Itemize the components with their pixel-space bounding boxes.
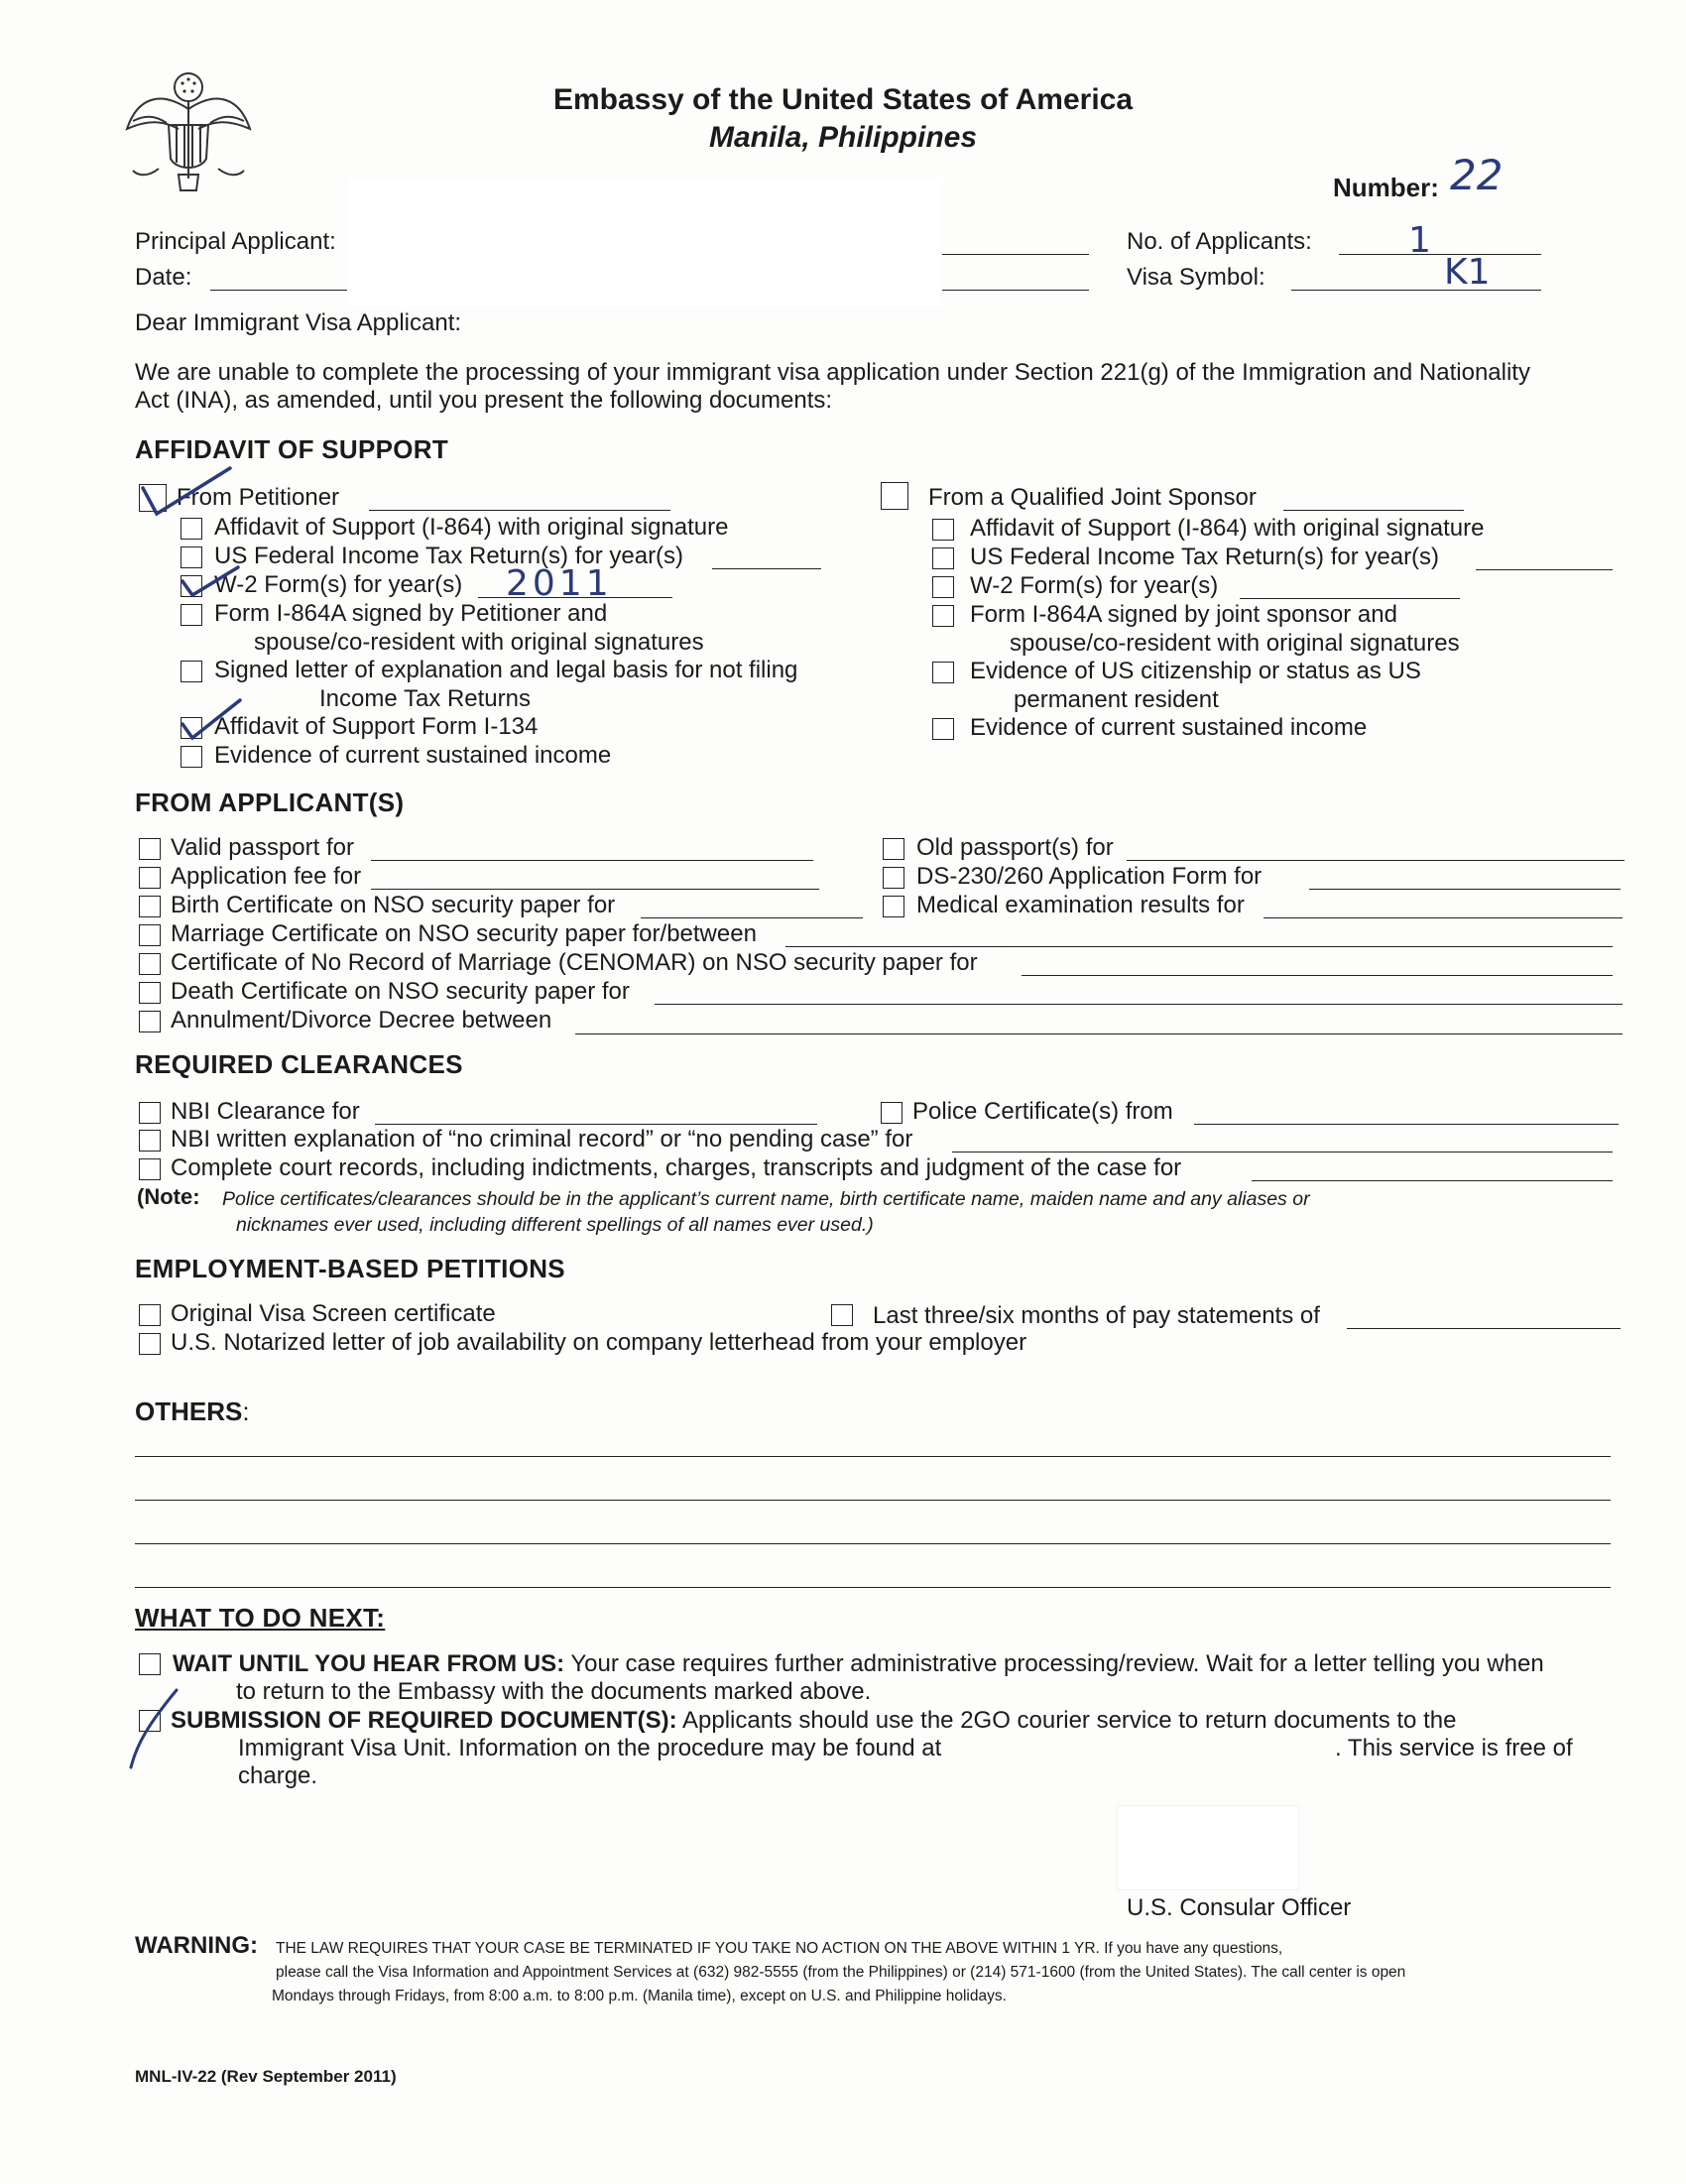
principal-applicant-label: Principal Applicant:	[135, 228, 336, 255]
warning-line-3: Mondays through Fridays, from 8:00 a.m. to 8:00 p.m. (Manila time), except on U.S. and Philippine holidays.	[272, 1988, 1007, 2004]
p-income-label: Evidence of current sustained income	[214, 742, 612, 769]
ds230-line[interactable]	[1309, 889, 1621, 890]
p-i864a-checkbox[interactable]	[181, 604, 202, 626]
s-citizenship-checkbox[interactable]	[932, 662, 954, 683]
ds230-checkbox[interactable]	[883, 867, 904, 889]
num-applicants-line[interactable]	[1339, 254, 1541, 255]
cenomar-line[interactable]	[1022, 975, 1613, 976]
from-joint-sponsor-label: From a Qualified Joint Sponsor	[928, 484, 1257, 511]
date-line-end	[942, 290, 1089, 291]
visa-symbol-line[interactable]	[1291, 290, 1541, 291]
birth-cert-checkbox[interactable]	[139, 896, 161, 917]
note-line-2: nicknames ever used, including different spellings of all names ever used.)	[236, 1214, 874, 1236]
s-w2-line[interactable]	[1240, 598, 1460, 599]
submission-line-2: Immigrant Visa Unit. Information on the procedure may be found at	[238, 1735, 942, 1761]
intro-line-2: Act (INA), as amended, until you present the following documents:	[135, 387, 833, 414]
s-citizenship-label-2: permanent resident	[1014, 686, 1219, 713]
warning-line-2: please call the Visa Information and Appointment Services at (632) 982-5555 (from the Philippines) or (214) 571-1600 (from the United States). The call center is open	[276, 1964, 1406, 1981]
number-label: Number:	[1333, 173, 1439, 202]
num-applicants-label: No. of Applicants:	[1127, 228, 1312, 255]
medical-checkbox[interactable]	[883, 896, 904, 917]
others-line-1[interactable]	[135, 1456, 1611, 1457]
from-petitioner-line[interactable]	[369, 510, 670, 511]
submission-line-1	[171, 1707, 1456, 1736]
i134-checkmark-icon	[177, 694, 246, 744]
p-i134-label: Affidavit of Support Form I-134	[214, 713, 539, 740]
from-joint-sponsor-checkbox[interactable]	[881, 482, 908, 510]
visa-symbol-label: Visa Symbol:	[1127, 264, 1265, 291]
nbi-written-line[interactable]	[952, 1152, 1613, 1153]
marriage-cert-checkbox[interactable]	[139, 924, 161, 946]
employment-heading: EMPLOYMENT-BASED PETITIONS	[135, 1254, 565, 1283]
job-letter-checkbox[interactable]	[139, 1333, 161, 1355]
from-petitioner-label: From Petitioner	[177, 484, 340, 511]
note-line-1: Police certificates/clearances should be in the applicant’s current name, birth certificate name, maiden name and any aliases or	[222, 1188, 1310, 1210]
police-line[interactable]	[1194, 1124, 1619, 1125]
others-line-3[interactable]	[135, 1543, 1611, 1544]
old-passport-label: Old passport(s) for	[916, 834, 1114, 861]
valid-passport-line[interactable]	[371, 860, 813, 861]
num-applicants-handwritten: 1	[1408, 220, 1431, 261]
application-fee-label: Application fee for	[171, 863, 362, 890]
old-passport-line[interactable]	[1127, 860, 1625, 861]
wait-bold: WAIT UNTIL YOU HEAR FROM US:	[173, 1650, 565, 1677]
annulment-line[interactable]	[575, 1033, 1623, 1034]
visa-screen-label: Original Visa Screen certificate	[171, 1300, 496, 1327]
submission-line-3: charge.	[238, 1762, 318, 1789]
annulment-label: Annulment/Divorce Decree between	[171, 1007, 552, 1033]
cenomar-label: Certificate of No Record of Marriage (CENOMAR) on NSO security paper for	[171, 949, 978, 976]
visa-screen-checkbox[interactable]	[139, 1304, 161, 1326]
s-i864-label: Affidavit of Support (I-864) with original signature	[970, 515, 1485, 542]
submission-bold: SUBMISSION OF REQUIRED DOCUMENT(S):	[171, 1707, 677, 1734]
s-w2-label: W-2 Form(s) for year(s)	[970, 572, 1219, 599]
p-letter-checkbox[interactable]	[181, 661, 202, 682]
s-tax-return-checkbox[interactable]	[932, 547, 954, 569]
others-heading: OTHERS	[135, 1396, 243, 1426]
nbi-label: NBI Clearance for	[171, 1098, 360, 1125]
p-letter-label: Signed letter of explanation and legal basis for not filing	[214, 657, 798, 683]
submission-checkmark-icon	[125, 1684, 184, 1773]
wait-line-1	[173, 1650, 1544, 1679]
s-i864-checkbox[interactable]	[932, 519, 954, 541]
police-checkbox[interactable]	[881, 1102, 903, 1124]
annulment-checkbox[interactable]	[139, 1011, 161, 1032]
p-i864a-label: Form I-864A signed by Petitioner and	[214, 600, 608, 627]
w2-year-handwritten: 2011	[506, 563, 613, 604]
s-tax-return-label: US Federal Income Tax Return(s) for year(s)	[970, 544, 1440, 570]
submission-text: Applicants should use the 2GO courier service to return documents to the	[676, 1707, 1457, 1734]
s-income-label: Evidence of current sustained income	[970, 714, 1368, 741]
court-records-label: Complete court records, including indictments, charges, transcripts and judgment of the case for	[171, 1154, 1182, 1181]
others-heading-wrap	[135, 1396, 250, 1427]
w2-checkmark-icon	[177, 561, 246, 601]
marriage-cert-line[interactable]	[785, 946, 1613, 947]
others-line-2[interactable]	[135, 1500, 1611, 1501]
s-i864a-checkbox[interactable]	[932, 605, 954, 627]
embassy-title: Embassy of the United States of America	[552, 83, 1134, 116]
p-income-checkbox[interactable]	[181, 746, 202, 768]
s-tax-return-line[interactable]	[1476, 569, 1613, 570]
pay-statements-label: Last three/six months of pay statements of	[873, 1302, 1320, 1329]
s-i864a-label-2: spouse/co-resident with original signatures	[1010, 630, 1460, 657]
date-label: Date:	[135, 264, 192, 291]
valid-passport-label: Valid passport for	[171, 834, 354, 861]
others-line-4[interactable]	[135, 1587, 1611, 1588]
nbi-written-label: NBI written explanation of “no criminal record” or “no pending case” for	[171, 1126, 913, 1153]
valid-passport-checkbox[interactable]	[139, 838, 161, 860]
job-letter-label: U.S. Notarized letter of job availability on company letterhead from your employer	[171, 1329, 1027, 1356]
court-records-line[interactable]	[1252, 1180, 1613, 1181]
embassy-subtitle: Manila, Philippines	[708, 121, 978, 154]
ds230-label: DS-230/260 Application Form for	[916, 863, 1263, 890]
warning-line-1: THE LAW REQUIRES THAT YOUR CASE BE TERMINATED IF YOU TAKE NO ACTION ON THE ABOVE WITHIN 1 YR. If you have any questions,	[276, 1940, 1283, 1957]
s-citizenship-label: Evidence of US citizenship or status as US	[970, 658, 1421, 684]
wait-checkbox[interactable]	[139, 1653, 161, 1675]
death-cert-line[interactable]	[655, 1004, 1623, 1005]
redacted-signature	[1117, 1805, 1299, 1890]
submission-line-2b: . This service is free of	[1335, 1735, 1573, 1761]
others-colon: :	[242, 1396, 250, 1426]
court-records-checkbox[interactable]	[139, 1158, 161, 1180]
s-income-checkbox[interactable]	[932, 718, 954, 740]
principal-applicant-line[interactable]	[942, 254, 1089, 255]
p-i864a-label-2: spouse/co-resident with original signatures	[254, 629, 704, 656]
medical-label: Medical examination results for	[916, 892, 1245, 918]
death-cert-checkbox[interactable]	[139, 982, 161, 1004]
p-i864-label: Affidavit of Support (I-864) with original signature	[214, 514, 729, 541]
visa-symbol-handwritten: K1	[1444, 252, 1491, 293]
from-petitioner-checkmark-icon	[135, 458, 244, 528]
date-line[interactable]	[210, 290, 349, 291]
p-tax-return-line[interactable]	[712, 568, 821, 569]
old-passport-checkbox[interactable]	[883, 838, 904, 860]
consular-officer-label: U.S. Consular Officer	[1127, 1894, 1352, 1921]
cenomar-checkbox[interactable]	[139, 953, 161, 975]
number-handwritten: 22	[1450, 151, 1504, 199]
intro-line-1: We are unable to complete the processing of your immigrant visa application under Section 221(g) of the Immigration and Nationality	[135, 359, 1530, 386]
p-w2-label: W-2 Form(s) for year(s)	[214, 571, 463, 598]
from-joint-sponsor-line[interactable]	[1283, 510, 1464, 511]
next-heading: WHAT TO DO NEXT:	[135, 1603, 386, 1633]
applicants-heading: FROM APPLICANT(S)	[135, 788, 405, 817]
wait-line-2: to return to the Embassy with the documents marked above.	[236, 1678, 872, 1705]
death-cert-label: Death Certificate on NSO security paper for	[171, 978, 630, 1005]
affidavit-heading: AFFIDAVIT OF SUPPORT	[135, 434, 449, 464]
redacted-block	[347, 179, 942, 307]
medical-line[interactable]	[1264, 917, 1623, 918]
p-letter-label-2: Income Tax Returns	[319, 685, 531, 712]
s-w2-checkbox[interactable]	[932, 576, 954, 598]
nbi-checkbox[interactable]	[139, 1102, 161, 1124]
police-label: Police Certificate(s) from	[912, 1098, 1173, 1125]
note-label: (Note:	[137, 1184, 200, 1209]
birth-cert-label: Birth Certificate on NSO security paper for	[171, 892, 616, 918]
nbi-written-checkbox[interactable]	[139, 1130, 161, 1152]
warning-label: WARNING:	[135, 1932, 258, 1959]
wait-text: Your case requires further administrative processing/review. Wait for a letter telling you when	[564, 1650, 1544, 1677]
pay-statements-line[interactable]	[1347, 1328, 1621, 1329]
s-i864a-label: Form I-864A signed by joint sponsor and	[970, 601, 1397, 628]
p-tax-return-label: US Federal Income Tax Return(s) for year(s)	[214, 543, 684, 569]
clearances-heading: REQUIRED CLEARANCES	[135, 1049, 463, 1079]
birth-cert-line[interactable]	[641, 917, 863, 918]
pay-statements-checkbox[interactable]	[831, 1304, 853, 1326]
form-code: MNL-IV-22 (Rev September 2011)	[135, 2067, 397, 2086]
marriage-cert-label: Marriage Certificate on NSO security paper for/between	[171, 920, 757, 947]
salutation: Dear Immigrant Visa Applicant:	[135, 309, 462, 336]
application-fee-line[interactable]	[371, 889, 819, 890]
application-fee-checkbox[interactable]	[139, 867, 161, 889]
nbi-line[interactable]	[375, 1124, 817, 1125]
